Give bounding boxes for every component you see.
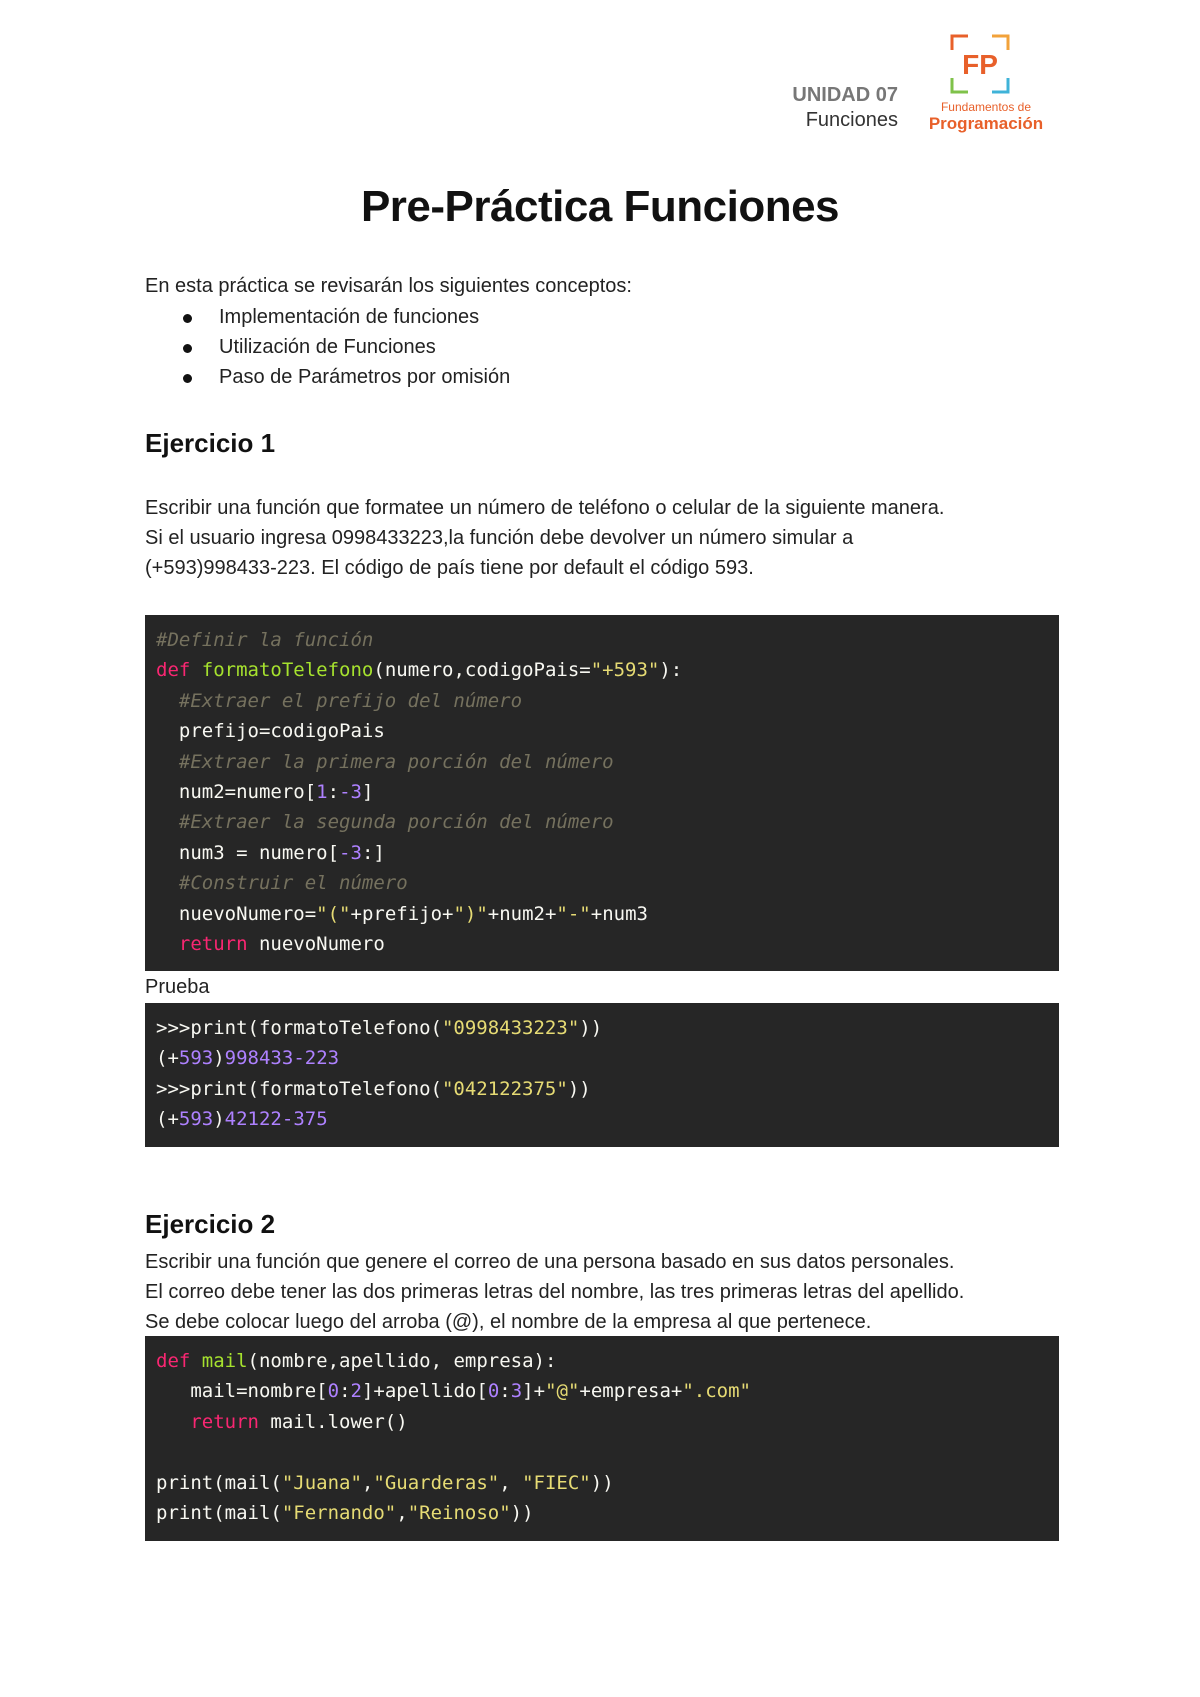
fp-logo-icon: [950, 34, 1010, 94]
list-item: Utilización de Funciones: [183, 332, 510, 362]
list-item: Paso de Parámetros por omisión: [183, 362, 510, 392]
intro-text: En esta práctica se revisarán los siguientes conceptos:: [145, 275, 632, 297]
code-block-prueba: >>>print(formatoTelefono("0998433223")) (+593)998433-223 >>>print(formatoTelefono("042122375")) (+593)42122-375: [145, 1003, 1059, 1147]
ejercicio2-description: Escribir una función que genere el correo de una persona basado en sus datos personales. El correo debe tener las dos primeras letras del nombre, las tres primeras letras del apellido. Se debe colocar luego del arroba (@), el nombre de la empresa al que pertenece.: [145, 1251, 965, 1333]
bullet-icon: [183, 314, 192, 323]
concepts-list: [183, 302, 510, 392]
svg-text:FP: FP: [962, 49, 998, 80]
code-block-formato-telefono: #Definir la función def formatoTelefono(numero,codigoPais="+593"): #Extraer el prefijo del número prefijo=codigoPais #Extraer la primera porción del número num2=numero[1:-3] #Extraer la segunda porción del número num3 = numero[-3:] #Construir el número nuevoNumero="("+prefijo+")"+num2+"-"+num3 return nuevoNumero: [145, 615, 1059, 971]
ejercicio1-description: Escribir una función que formatee un número de teléfono o celular de la siguiente manera. Si el usuario ingresa 0998433223,la función debe devolver un número simular a (+593)998433-223. El código de país tiene por default el código 593.: [145, 497, 945, 579]
fp-logo: [926, 34, 1046, 134]
logo-subtitle: Fundamentos de: [940, 100, 1032, 114]
logo-title: Programación: [928, 114, 1044, 133]
list-item: Implementación de funciones: [183, 302, 510, 332]
unit-label: UNIDAD 07: [792, 84, 898, 106]
code-block-mail: def mail(nombre,apellido, empresa): mail=nombre[0:2]+apellido[0:3]+"@"+empresa+".com" return mail.lower() print(mail("Juana","Guarderas", "FIEC")) print(mail("Fernando","Reinoso")): [145, 1336, 1059, 1541]
ejercicio1-heading: Ejercicio 1: [145, 428, 276, 458]
test-label: Prueba: [145, 976, 210, 998]
bullet-icon: [183, 374, 192, 383]
page-title: Pre-Práctica Funciones: [360, 182, 840, 231]
unit-name: Funciones: [805, 109, 898, 131]
unit-header: [792, 83, 898, 133]
ejercicio2-heading: Ejercicio 2: [145, 1209, 276, 1239]
bullet-icon: [183, 344, 192, 353]
